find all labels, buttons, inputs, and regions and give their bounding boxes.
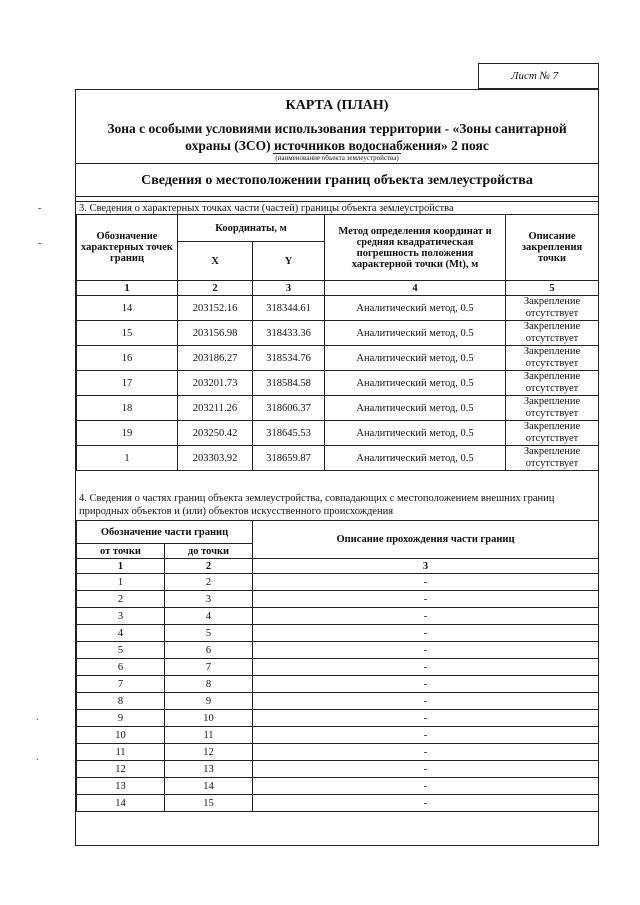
desc-cell: -	[253, 676, 599, 693]
column-number: 5	[506, 281, 599, 296]
point-cell: 17	[77, 371, 178, 396]
table-row	[77, 574, 599, 591]
object-name: Зона с особыми условиями использования территории - «Зоны санитарной охраны (ЗСО) источников водоснабжения» 2 пояс	[107, 121, 567, 153]
desc-cell: -	[253, 795, 599, 812]
desc-cell: -	[253, 608, 599, 625]
from-cell: 5	[77, 642, 165, 659]
column-number: 3	[253, 559, 599, 574]
to-cell: 12	[165, 744, 253, 761]
to-cell: 4	[165, 608, 253, 625]
desc-cell: -	[253, 761, 599, 778]
column-number: 2	[178, 281, 253, 296]
column-number: 2	[165, 559, 253, 574]
method-cell: Аналитический метод, 0.5	[325, 421, 506, 446]
method-cell: Аналитический метод, 0.5	[325, 321, 506, 346]
desc-cell: -	[253, 591, 599, 608]
header-coords: Координаты, м	[178, 215, 325, 242]
point-cell: 14	[77, 296, 178, 321]
table-row	[77, 591, 599, 608]
desc-cell: -	[253, 574, 599, 591]
section-title: Сведения о местоположении границ объекта землеустройства	[76, 164, 598, 197]
desc-cell: -	[253, 693, 599, 710]
x-cell: 203211.26	[178, 396, 253, 421]
fix-cell: Закрепление отсутствует	[506, 346, 599, 371]
header-x: X	[178, 242, 253, 281]
margin-mark: .	[36, 712, 39, 723]
method-cell: Аналитический метод, 0.5	[325, 396, 506, 421]
method-cell: Аналитический метод, 0.5	[325, 296, 506, 321]
y-cell: 318344.61	[253, 296, 325, 321]
table-row	[77, 346, 599, 371]
method-cell: Аналитический метод, 0.5	[325, 346, 506, 371]
fix-cell: Закрепление отсутствует	[506, 296, 599, 321]
desc-cell: -	[253, 625, 599, 642]
from-cell: 13	[77, 778, 165, 795]
table-row	[77, 761, 599, 778]
header-y: Y	[253, 242, 325, 281]
table-row	[77, 778, 599, 795]
from-cell: 9	[77, 710, 165, 727]
column-number-row	[77, 559, 599, 574]
to-cell: 3	[165, 591, 253, 608]
document-frame	[75, 89, 599, 846]
table-row	[77, 744, 599, 761]
fix-cell: Закрепление отсутствует	[506, 321, 599, 346]
table-row	[77, 642, 599, 659]
section4-caption: 4. Сведения о частях границ объекта землеустройства, совпадающих с местоположением внешних границ природных объектов и (или) объектов искусственного происхождения	[79, 493, 555, 517]
table-row	[77, 321, 599, 346]
desc-cell: -	[253, 659, 599, 676]
from-cell: 2	[77, 591, 165, 608]
point-cell: 19	[77, 421, 178, 446]
from-cell: 14	[77, 795, 165, 812]
fix-cell: Закрепление отсутствует	[506, 396, 599, 421]
to-cell: 9	[165, 693, 253, 710]
x-cell: 203186.27	[178, 346, 253, 371]
column-number: 4	[325, 281, 506, 296]
header-desc: Описание прохождения части границ	[253, 521, 599, 559]
from-cell: 12	[77, 761, 165, 778]
object-caption: (наименование объекта землеустройства)	[275, 154, 399, 162]
to-cell: 15	[165, 795, 253, 812]
to-cell: 14	[165, 778, 253, 795]
to-cell: 11	[165, 727, 253, 744]
table-row	[77, 296, 599, 321]
x-cell: 203201.73	[178, 371, 253, 396]
column-number: 1	[77, 281, 178, 296]
x-cell: 203152.16	[178, 296, 253, 321]
column-number: 3	[253, 281, 325, 296]
x-cell: 203250.42	[178, 421, 253, 446]
table-row	[77, 396, 599, 421]
header-from: от точки	[77, 544, 165, 559]
x-cell: 203156.98	[178, 321, 253, 346]
from-cell: 4	[77, 625, 165, 642]
header-to: до точки	[165, 544, 253, 559]
column-number: 1	[77, 559, 165, 574]
method-cell: Аналитический метод, 0.5	[325, 446, 506, 471]
header-point: Обозначение характерных точек границ	[77, 215, 178, 281]
to-cell: 6	[165, 642, 253, 659]
column-number-row	[77, 281, 599, 296]
from-cell: 3	[77, 608, 165, 625]
x-cell: 203303.92	[178, 446, 253, 471]
fix-cell: Закрепление отсутствует	[506, 446, 599, 471]
desc-cell: -	[253, 744, 599, 761]
from-cell: 7	[77, 676, 165, 693]
desc-cell: -	[253, 778, 599, 795]
to-cell: 10	[165, 710, 253, 727]
method-cell: Аналитический метод, 0.5	[325, 371, 506, 396]
point-cell: 1	[77, 446, 178, 471]
y-cell: 318433.36	[253, 321, 325, 346]
y-cell: 318584.58	[253, 371, 325, 396]
document-header	[76, 90, 598, 164]
to-cell: 2	[165, 574, 253, 591]
fix-cell: Закрепление отсутствует	[506, 371, 599, 396]
to-cell: 8	[165, 676, 253, 693]
fix-cell: Закрепление отсутствует	[506, 421, 599, 446]
table-row	[77, 795, 599, 812]
table-row	[77, 421, 599, 446]
y-cell: 318645.53	[253, 421, 325, 446]
from-cell: 8	[77, 693, 165, 710]
margin-mark: -	[38, 203, 42, 214]
y-cell: 318606.37	[253, 396, 325, 421]
to-cell: 13	[165, 761, 253, 778]
table-row	[77, 727, 599, 744]
document-title: КАРТА (ПЛАН)	[285, 98, 389, 113]
desc-cell: -	[253, 710, 599, 727]
table-row	[77, 608, 599, 625]
margin-mark: -	[38, 238, 42, 249]
table-row	[77, 676, 599, 693]
table-row	[77, 625, 599, 642]
point-cell: 15	[77, 321, 178, 346]
header-fix: Описание закрепления точки	[506, 215, 599, 281]
from-cell: 10	[77, 727, 165, 744]
table-row	[77, 710, 599, 727]
desc-cell: -	[253, 727, 599, 744]
desc-cell: -	[253, 642, 599, 659]
table-row	[77, 659, 599, 676]
to-cell: 7	[165, 659, 253, 676]
from-cell: 6	[77, 659, 165, 676]
from-cell: 1	[77, 574, 165, 591]
object-caption-wrap	[76, 154, 598, 162]
section3-caption: 3. Сведения о характерных точках части (частей) границы объекта землеустройства	[79, 203, 454, 214]
boundary-parts-table	[76, 520, 599, 812]
point-cell: 18	[77, 396, 178, 421]
table-row	[77, 446, 599, 471]
points-table	[76, 214, 599, 471]
y-cell: 318659.87	[253, 446, 325, 471]
to-cell: 5	[165, 625, 253, 642]
header-method: Метод определения координат и средняя квадратическая погрешность положения характерной точки (Mt), м	[325, 215, 506, 281]
from-cell: 11	[77, 744, 165, 761]
y-cell: 318534.76	[253, 346, 325, 371]
table-row	[77, 693, 599, 710]
margin-mark: .	[36, 752, 39, 763]
header-part: Обозначение части границ	[77, 521, 253, 544]
sheet-number: Лист № 7	[478, 63, 599, 89]
table-row	[77, 371, 599, 396]
point-cell: 16	[77, 346, 178, 371]
